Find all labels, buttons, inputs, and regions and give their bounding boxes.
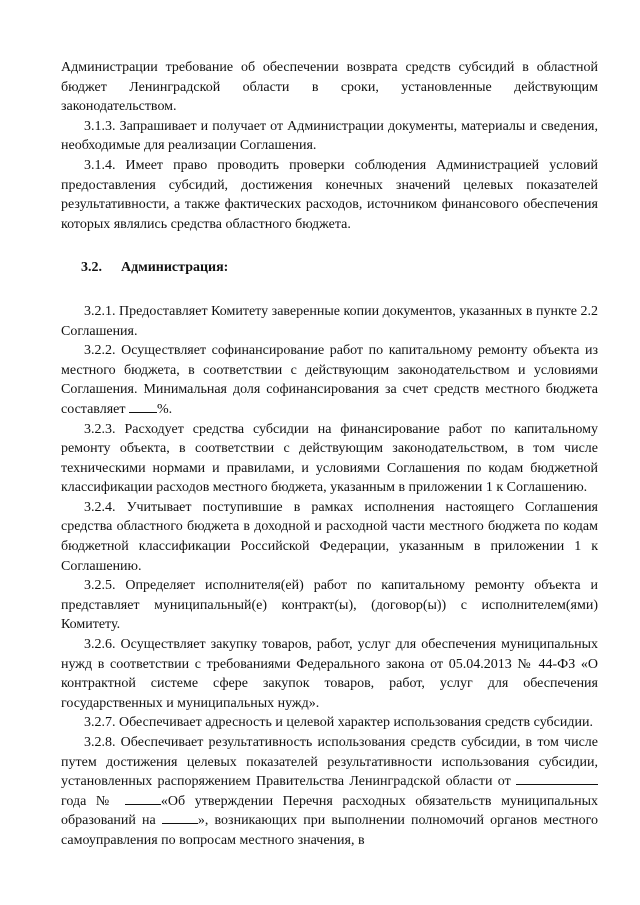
paragraph-continuation: Администрации требование об обеспечении возврата средств субсидий в областной бюджет Ленинградской области в сроки, установленные действующим законодательством. — [61, 60, 598, 115]
blank-number-field — [125, 792, 161, 805]
paragraph-3-2-5: 3.2.5. Определяет исполнителя(ей) работ по капитальному ремонту объекта и представляет муниципальный(е) контракт(ы), (договор(ы)) с исполнителем(ями) Комитету. — [61, 578, 598, 633]
paragraph-3-2-7: 3.2.7. Обеспечивает адресность и целевой характер использования средств субсидии. — [84, 715, 593, 731]
blank-year-field — [162, 811, 198, 824]
paragraph-3-2-2-tail: %. — [156, 401, 173, 417]
paragraph-3-2-4: 3.2.4. Учитывает поступившие в рамках исполнения настоящего Соглашения средства областного бюджета в доходной и расходной части местного бюджета по кодам бюджетной классификации Российской Федерации, указанным в приложении 1 к Соглашению. — [61, 499, 598, 574]
paragraph-3-2-8 — [61, 733, 598, 851]
section-heading — [81, 258, 598, 278]
paragraph-3-2-1: 3.2.1. Предоставляет Комитету заверенные копии документов, указанных в пункте 2.2 Соглашения. — [61, 303, 598, 339]
paragraph-3-2-8-part-d: », возникающих при выполнении полномочий органов местного самоуправления по вопросам местного значения, в — [61, 813, 598, 848]
paragraph-3-2-8-part-b: года № — [61, 793, 125, 809]
paragraph-3-2-8-part-c: «Об утверждении Перечня расходных обязательств муниципальных образований на — [61, 793, 598, 829]
section-title: Администрация: — [121, 260, 229, 276]
paragraph-3-2-2-text: 3.2.2. Осуществляет софинансирование работ по капитальному ремонту объекта из местного бюджета, в соответствии с действующим законодательством и условиями Соглашения. Минимальная доля софинансирования за счет средств местного бюджета составляет — [61, 343, 598, 417]
blank-date-field — [516, 772, 598, 785]
paragraph-3-1-4: 3.1.4. Имеет право проводить проверки соблюдения Администрацией условий предоставления субсидий, достижения конечных значений целевых показателей результативности, а также фактических расходов, источником финансового обеспечения которых являлись средства областного бюджета. — [61, 157, 598, 232]
paragraph-3-2-3: 3.2.3. Расходует средства субсидии на финансирование работ по капитальному ремонту объекта, в соответствии с действующим законодательством, в том числе техническими нормами и правилами, и условиями Соглашения по кодам бюджетной классификации расходов местного бюджета, указанным в приложении 1 к Соглашению. — [61, 421, 598, 496]
blank-share-field — [129, 400, 157, 413]
paragraph-3-1-3: 3.1.3. Запрашивает и получает от Администрации документы, материалы и сведения, необходимые для реализации Соглашения. — [61, 118, 598, 154]
paragraph-3-2-6: 3.2.6. Осуществляет закупку товаров, работ, услуг для обеспечения муниципальных нужд в соответствии с требованиями Федерального закона от 05.04.2013 № 44-ФЗ «О контрактной системе сфере закупок товаров, работ, услуг для обеспечения государственных и муниципальных нужд». — [61, 637, 598, 711]
paragraph-3-2-8-part-a: 3.2.8. Обеспечивает результативность использования средств субсидии, в том числе путем достижения целевых показателей результативности использования субсидии, установленных распоряжением Правительства Ленинградской области от — [61, 735, 598, 790]
section-number: 3.2. — [81, 260, 102, 276]
paragraph-3-2-2 — [61, 341, 598, 419]
